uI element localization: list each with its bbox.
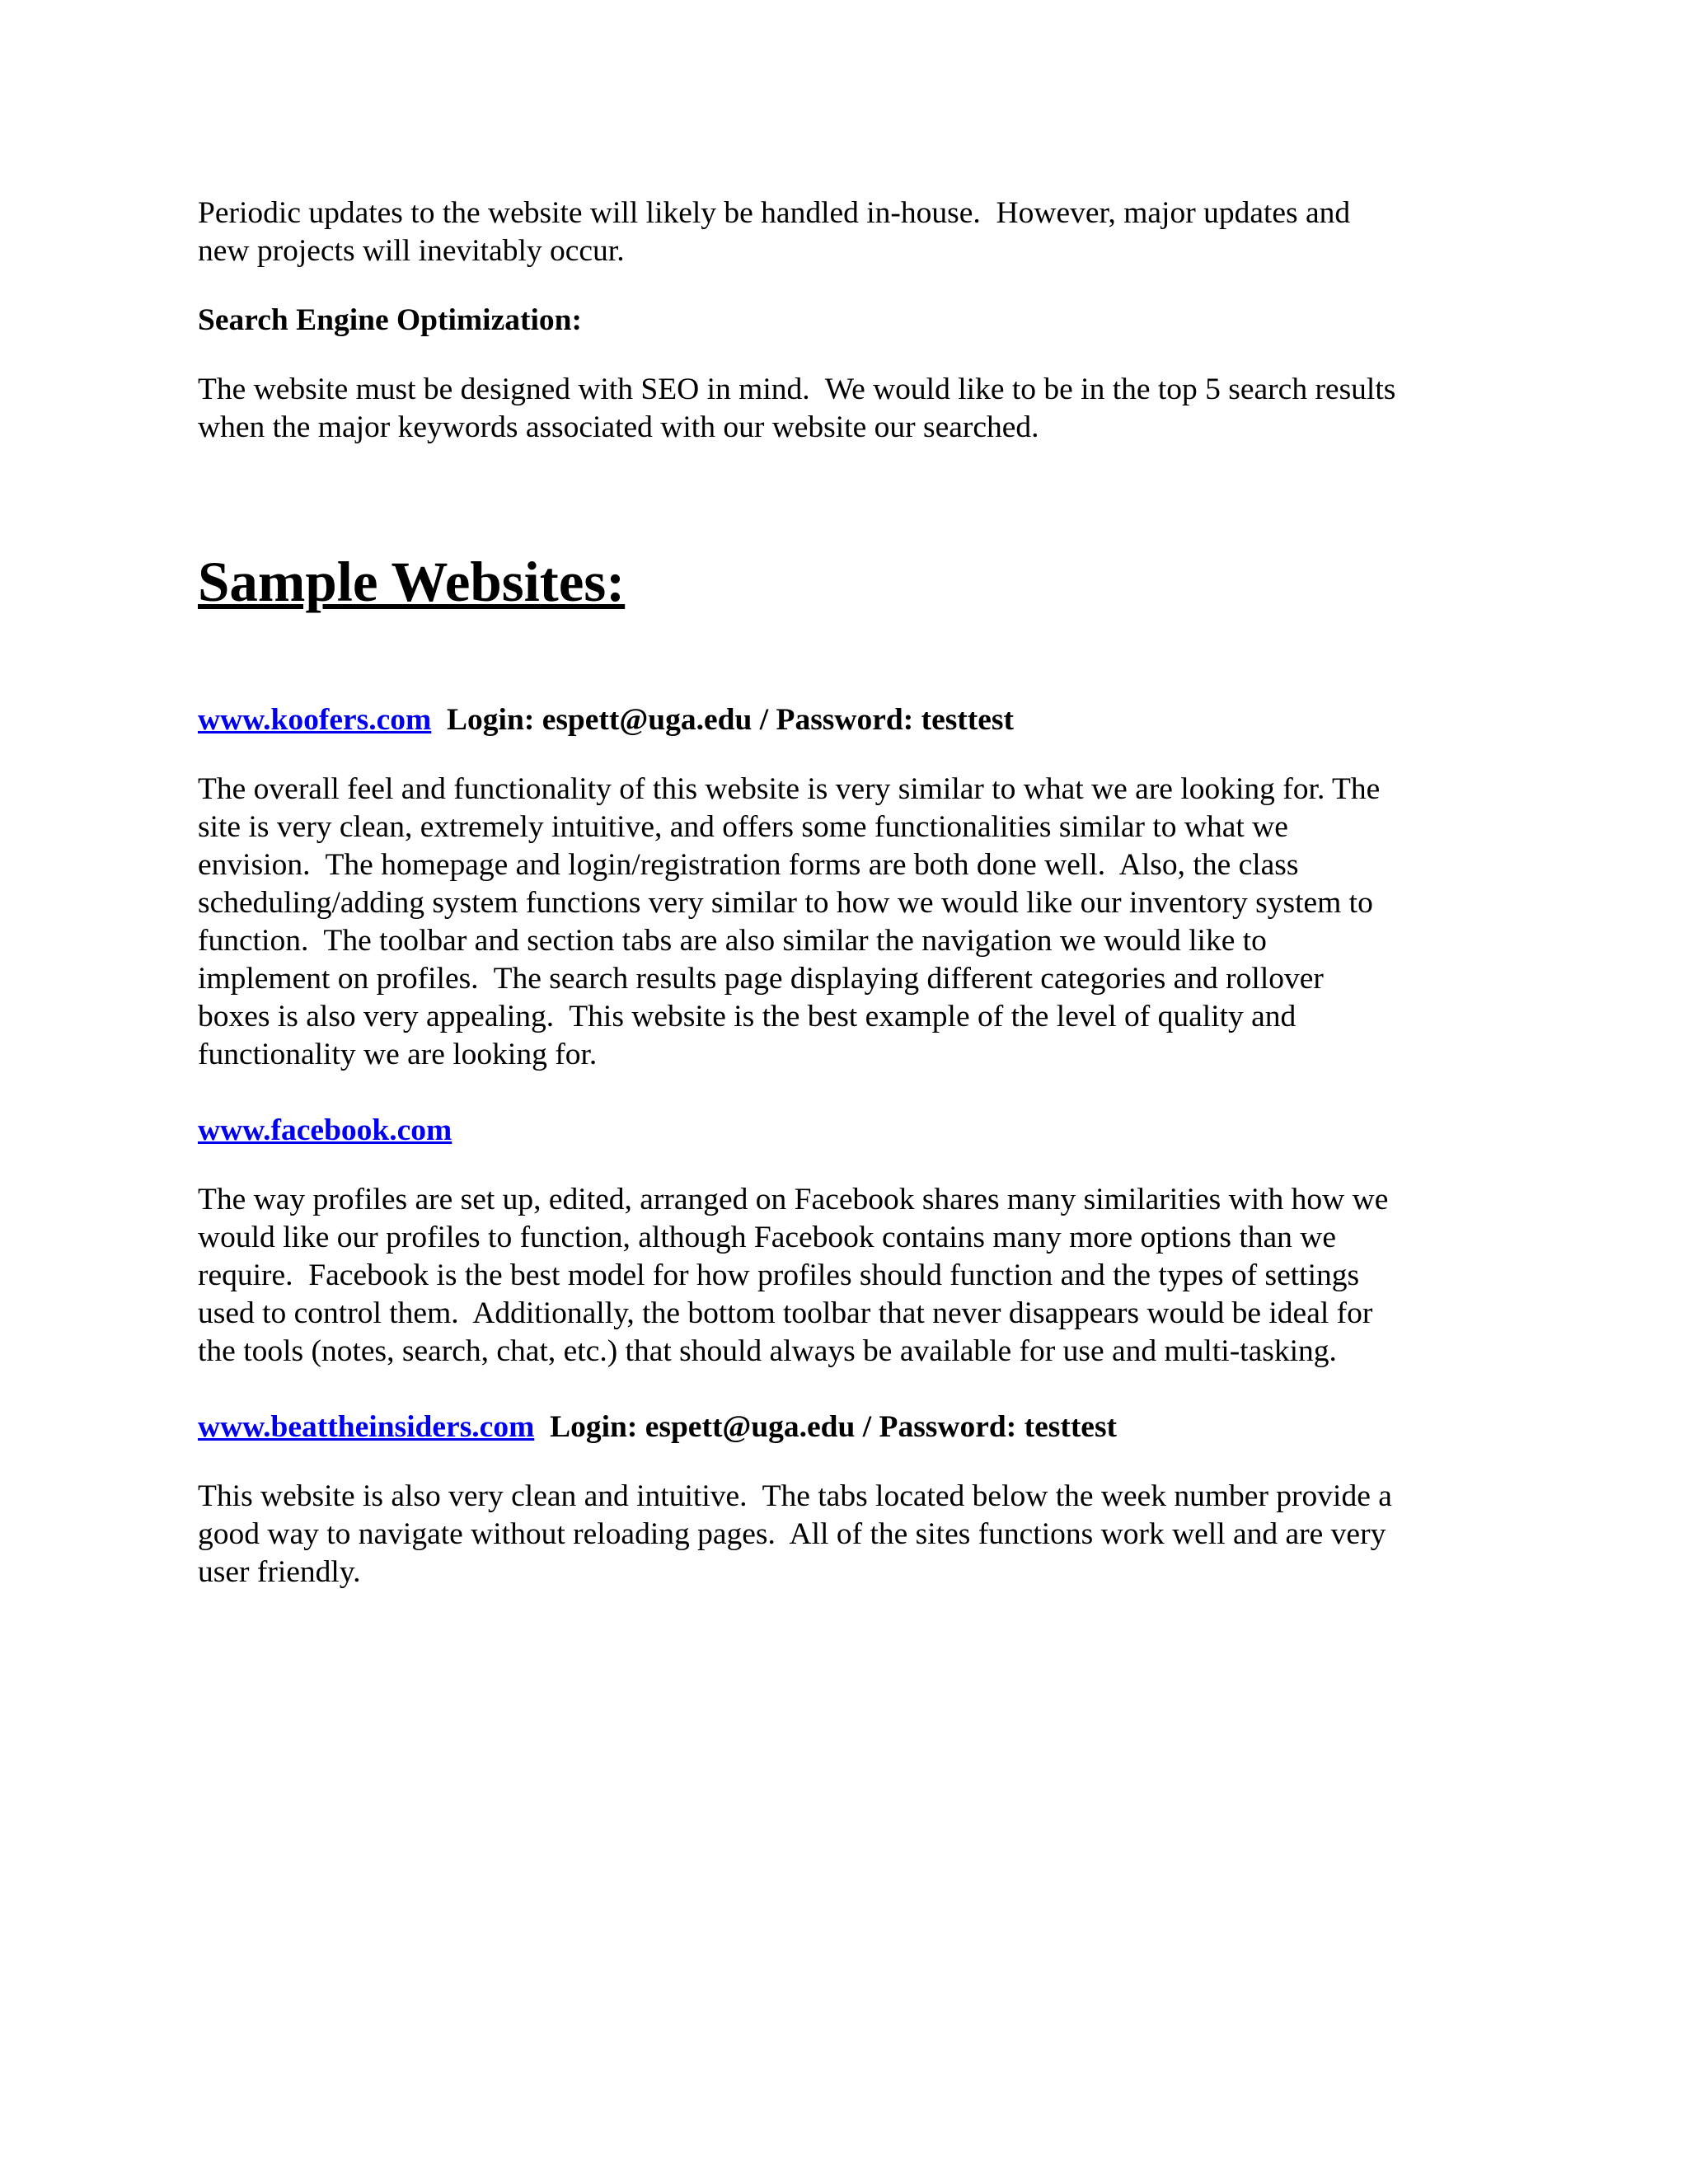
site-facebook-line <box>198 1112 1500 1150</box>
document-page <box>198 194 1500 1591</box>
facebook-description: The way profiles are set up, edited, arranged on Facebook shares many similarities with how we would like our profiles to function, although Facebook contains many more options than we require. Facebook is the best model for how profiles should function and the types of settings used to control them. Additionally, the bottom toolbar that never disappears would be ideal for the tools (notes, search, chat, etc.) that should always be available for use and multi-tasking. <box>198 1183 1389 1368</box>
seo-paragraph: The website must be designed with SEO in mind. We would like to be in the top 5 search results when the major keywords associated with our website our searched. <box>198 373 1396 444</box>
koofers-link[interactable]: www.koofers.com <box>198 703 432 737</box>
koofers-description: The overall feel and functionality of this website is very similar to what we are looking for. The site is very clean, extremely intuitive, and offers some functionalities similar to what we envision. The homepage and login/registration forms are both done well. Also, the class scheduling/adding system functions very similar to how we would like our inventory system to function. The toolbar and section tabs are also similar the navigation we would like to implement on profiles. The search results page displaying different categories and rollover boxes is also very appealing. This website is the best example of the level of quality and functionality we are looking for. <box>198 772 1381 1071</box>
koofers-login: Login: espett@uga.edu / Password: testtest <box>447 703 1015 737</box>
beattheinsiders-login: Login: espett@uga.edu / Password: testtest <box>550 1410 1118 1444</box>
beattheinsiders-description: This website is also very clean and intuitive. The tabs located below the week number provide a good way to navigate without reloading pages. All of the sites functions work well and are very user friendly. <box>198 1479 1392 1589</box>
beattheinsiders-link[interactable]: www.beattheinsiders.com <box>198 1410 535 1444</box>
sample-websites-heading: Sample Websites: <box>198 551 626 613</box>
seo-heading: Search Engine Optimization: <box>198 303 582 337</box>
site-beattheinsiders-line <box>198 1408 1500 1446</box>
intro-paragraph: Periodic updates to the website will likely be handled in-house. However, major updates and new projects will inevitably occur. <box>198 196 1351 268</box>
facebook-link[interactable]: www.facebook.com <box>198 1113 452 1147</box>
site-koofers-line <box>198 701 1500 739</box>
